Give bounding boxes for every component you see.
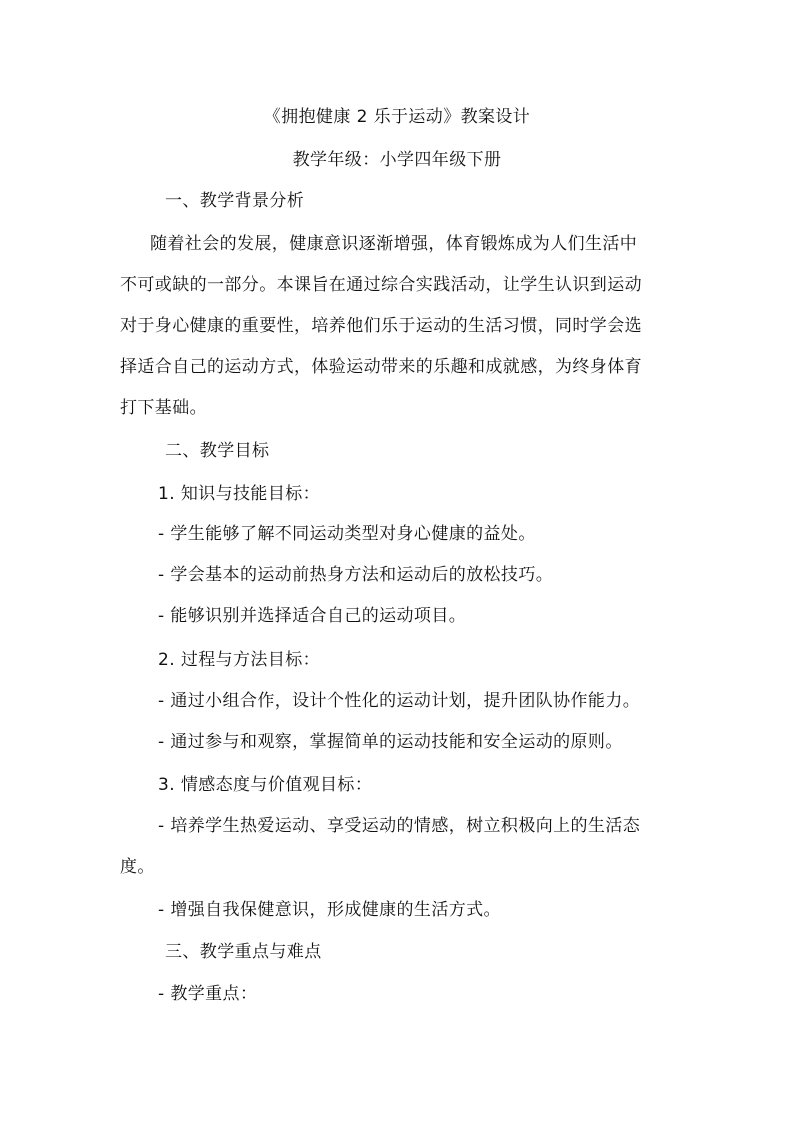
paragraph-line: 择适合自己的运动方式，体验运动带来的乐趣和成就感，为终身体育 (120, 357, 642, 377)
paragraph-line: 对于身心健康的重要性，培养他们乐于运动的生活习惯，同时学会选 (120, 316, 642, 336)
section-heading-background: 一、教学背景分析 (165, 191, 305, 211)
section-heading-goals: 二、教学目标 (165, 441, 270, 461)
list-item: - 增强自我保健意识，形成健康的生活方式。 (158, 900, 501, 920)
list-item-continuation: 度。 (120, 857, 155, 877)
document-title: 《拥抱健康 2 乐于运动》教案设计 (263, 107, 531, 127)
paragraph-line: 打下基础。 (120, 398, 207, 418)
section-heading-focus: 三、教学重点与难点 (165, 942, 322, 962)
list-item: - 通过小组合作，设计个性化的运动计划，提升团队协作能力。 (158, 691, 641, 711)
list-item: - 培养学生热爱运动、享受运动的情感，树立积极向上的生活态 (158, 816, 641, 836)
goal-title-process: 2. 过程与方法目标： (158, 650, 321, 670)
list-item: - 能够识别并选择适合自己的运动项目。 (158, 606, 467, 626)
focus-label: - 教学重点： (158, 984, 258, 1004)
list-item: - 通过参与和观察，掌握简单的运动技能和安全运动的原则。 (158, 732, 623, 752)
goal-title-attitude: 3. 情感态度与价值观目标： (158, 775, 373, 795)
goal-title-knowledge: 1. 知识与技能目标： (158, 484, 321, 504)
list-item: - 学生能够了解不同运动类型对身心健康的益处。 (158, 524, 536, 544)
grade-line: 教学年级：小学四年级下册 (292, 150, 502, 170)
paragraph-line: 随着社会的发展，健康意识逐渐增强，体育锻炼成为人们生活中 (150, 234, 638, 254)
paragraph-line: 不可或缺的一部分。本课旨在通过综合实践活动，让学生认识到运动 (120, 275, 642, 295)
list-item: - 学会基本的运动前热身方法和运动后的放松技巧。 (158, 565, 554, 585)
